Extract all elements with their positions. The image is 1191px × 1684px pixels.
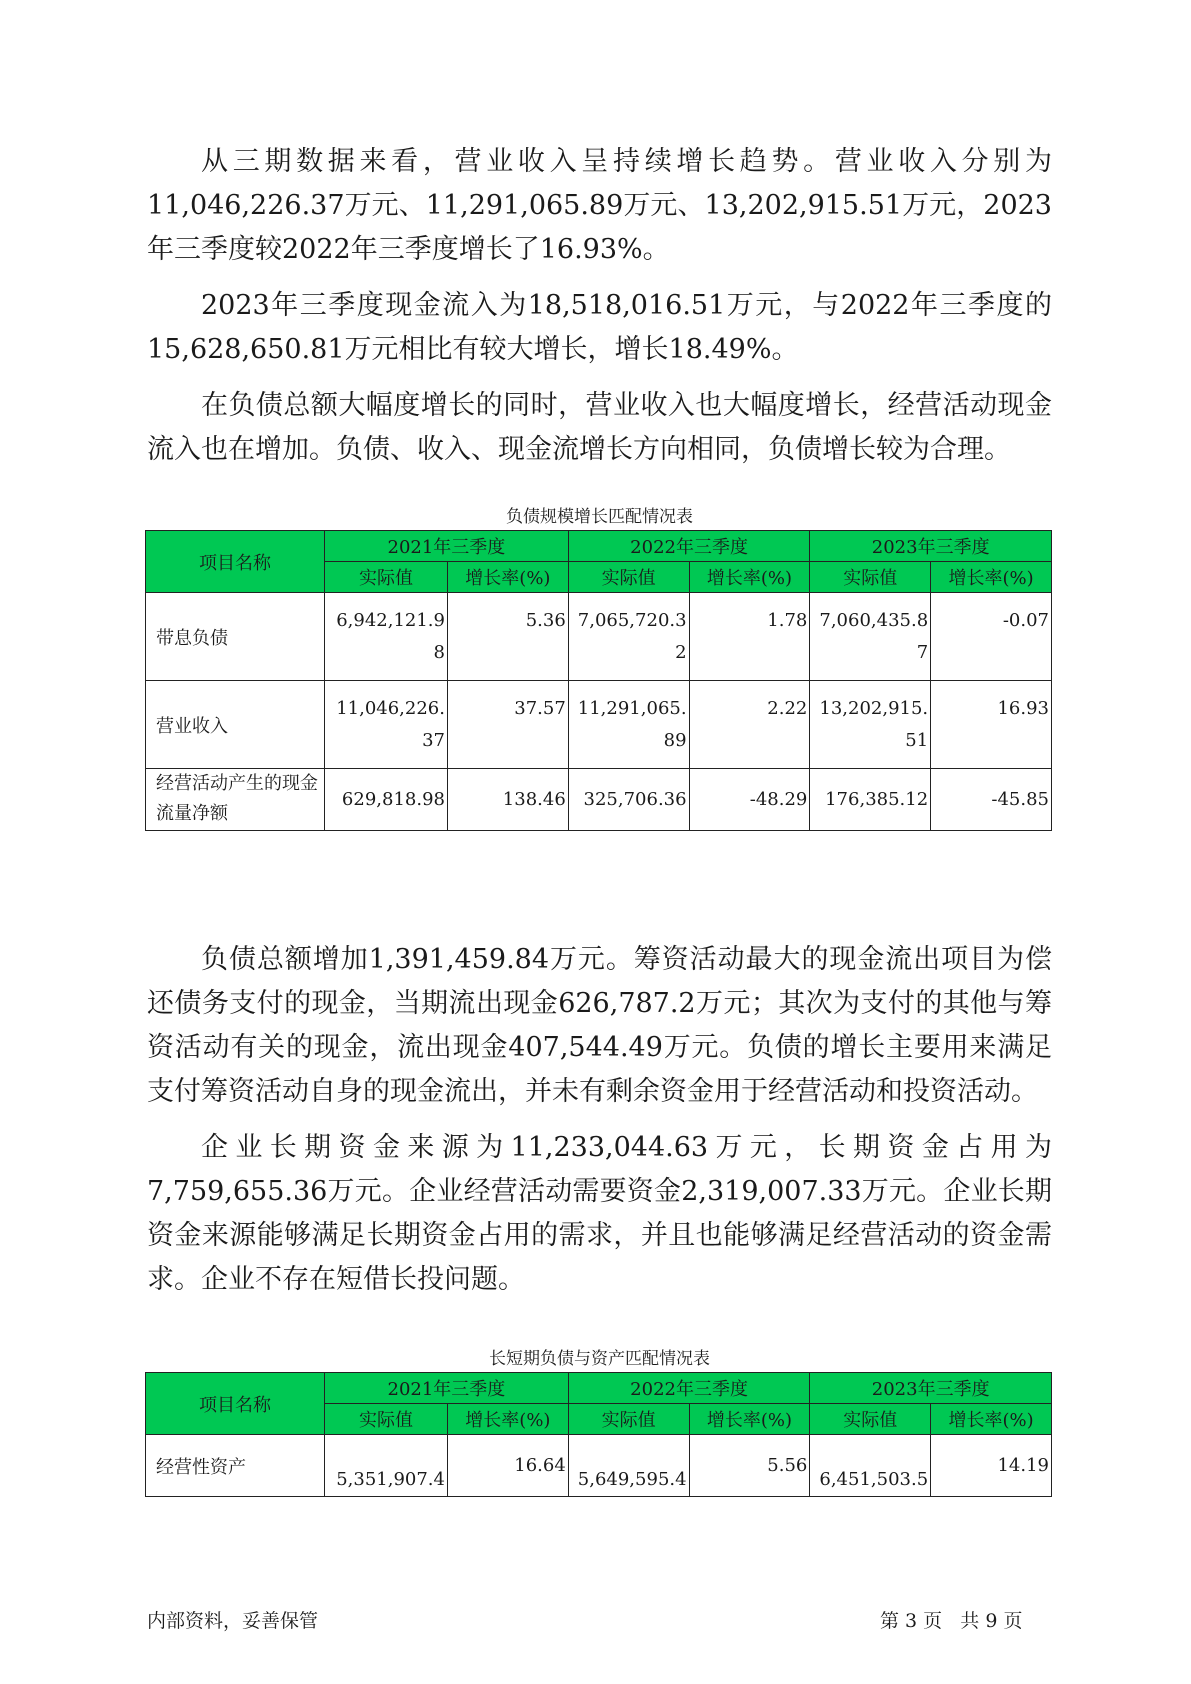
header-period-2023: 2023年三季度 [810, 1373, 1052, 1404]
growth-rate: -48.29 [689, 769, 810, 831]
growth-rate: 5.56 [689, 1435, 810, 1497]
growth-rate: 16.64 [447, 1435, 568, 1497]
header-actual: 实际值 [325, 1404, 448, 1435]
footer-confidential-note: 内部资料，妥善保管 [147, 1610, 319, 1632]
table-row [146, 769, 1052, 831]
asset-liability-matching-table [145, 1372, 1052, 1497]
header-growth: 增长率(%) [689, 1404, 810, 1435]
header-growth: 增长率(%) [931, 1404, 1052, 1435]
header-growth: 增长率(%) [931, 562, 1052, 593]
actual-value: 5,351,907.4 [325, 1435, 448, 1497]
header-period-2023: 2023年三季度 [810, 531, 1052, 562]
header-actual: 实际值 [568, 562, 689, 593]
row-label: 营业收入 [146, 681, 325, 769]
row-label: 经营性资产 [146, 1435, 325, 1497]
actual-value: 5,649,595.4 [568, 1435, 689, 1497]
header-growth: 增长率(%) [689, 562, 810, 593]
actual-value: 7,060,435.87 [810, 593, 931, 681]
header-actual: 实际值 [810, 1404, 931, 1435]
table-row [146, 593, 1052, 681]
paragraph-long-term-funding: 企业长期资金来源为11,233,044.63万元，长期资金占用为7,759,655.36万元。企业经营活动需要资金2,319,007.33万元。企业长期资金来源能够满足长期资金占用的需求，并且也能够满足经营活动的资金需求。企业不存在短借长投问题。 [147, 1132, 1052, 1295]
header-growth: 增长率(%) [447, 1404, 568, 1435]
header-period-2022: 2022年三季度 [568, 1373, 810, 1404]
growth-rate: -0.07 [931, 593, 1052, 681]
table-row [146, 1435, 1052, 1497]
actual-value: 11,291,065.89 [568, 681, 689, 769]
row-label: 带息负债 [146, 593, 325, 681]
debt-growth-table [145, 530, 1052, 831]
actual-value: 7,065,720.32 [568, 593, 689, 681]
actual-value: 629,818.98 [325, 769, 448, 831]
table2-caption: 长短期负债与资产匹配情况表 [489, 1349, 710, 1369]
growth-rate: 138.46 [447, 769, 568, 831]
header-period-2021: 2021年三季度 [325, 531, 569, 562]
header-actual: 实际值 [810, 562, 931, 593]
header-period-2022: 2022年三季度 [568, 531, 810, 562]
growth-rate: 5.36 [447, 593, 568, 681]
actual-value: 6,942,121.98 [325, 593, 448, 681]
footer-page-number: 第 3 页 共 9 页 [880, 1610, 1023, 1632]
paragraph-cash-inflow: 2023年三季度现金流入为18,518,016.51万元，与2022年三季度的15,628,650.81万元相比有较大增长，增长18.49%。 [147, 290, 1052, 365]
actual-value: 325,706.36 [568, 769, 689, 831]
paragraph-revenue-trend: 从三期数据来看，营业收入呈持续增长趋势。营业收入分别为11,046,226.37万元、11,291,065.89万元、13,202,915.51万元，2023年三季度较2022年三季度增长了16.93%。 [147, 146, 1052, 265]
header-actual: 实际值 [325, 562, 448, 593]
growth-rate: 16.93 [931, 681, 1052, 769]
paragraph-growth-direction: 在负债总额大幅度增长的同时，营业收入也大幅度增长，经营活动现金流入也在增加。负债、收入、现金流增长方向相同，负债增长较为合理。 [147, 390, 1052, 465]
growth-rate: -45.85 [931, 769, 1052, 831]
table1-caption: 负债规模增长匹配情况表 [506, 507, 693, 527]
header-item-name: 项目名称 [146, 1373, 325, 1435]
actual-value: 11,046,226.37 [325, 681, 448, 769]
growth-rate: 2.22 [689, 681, 810, 769]
paragraph-debt-usage: 负债总额增加1,391,459.84万元。筹资活动最大的现金流出项目为偿还债务支付的现金，当期流出现金626,787.2万元；其次为支付的其他与筹资活动有关的现金，流出现金407,544.49万元。负债的增长主要用来满足支付筹资活动自身的现金流出，并未有剩余资金用于经营活动和投资活动。 [147, 944, 1052, 1107]
header-actual: 实际值 [568, 1404, 689, 1435]
actual-value: 13,202,915.51 [810, 681, 931, 769]
growth-rate: 37.57 [447, 681, 568, 769]
growth-rate: 1.78 [689, 593, 810, 681]
row-label: 经营活动产生的现金流量净额 [146, 769, 325, 831]
actual-value: 6,451,503.5 [810, 1435, 931, 1497]
header-growth: 增长率(%) [447, 562, 568, 593]
header-item-name: 项目名称 [146, 531, 325, 593]
growth-rate: 14.19 [931, 1435, 1052, 1497]
actual-value: 176,385.12 [810, 769, 931, 831]
table-row [146, 681, 1052, 769]
header-period-2021: 2021年三季度 [325, 1373, 569, 1404]
